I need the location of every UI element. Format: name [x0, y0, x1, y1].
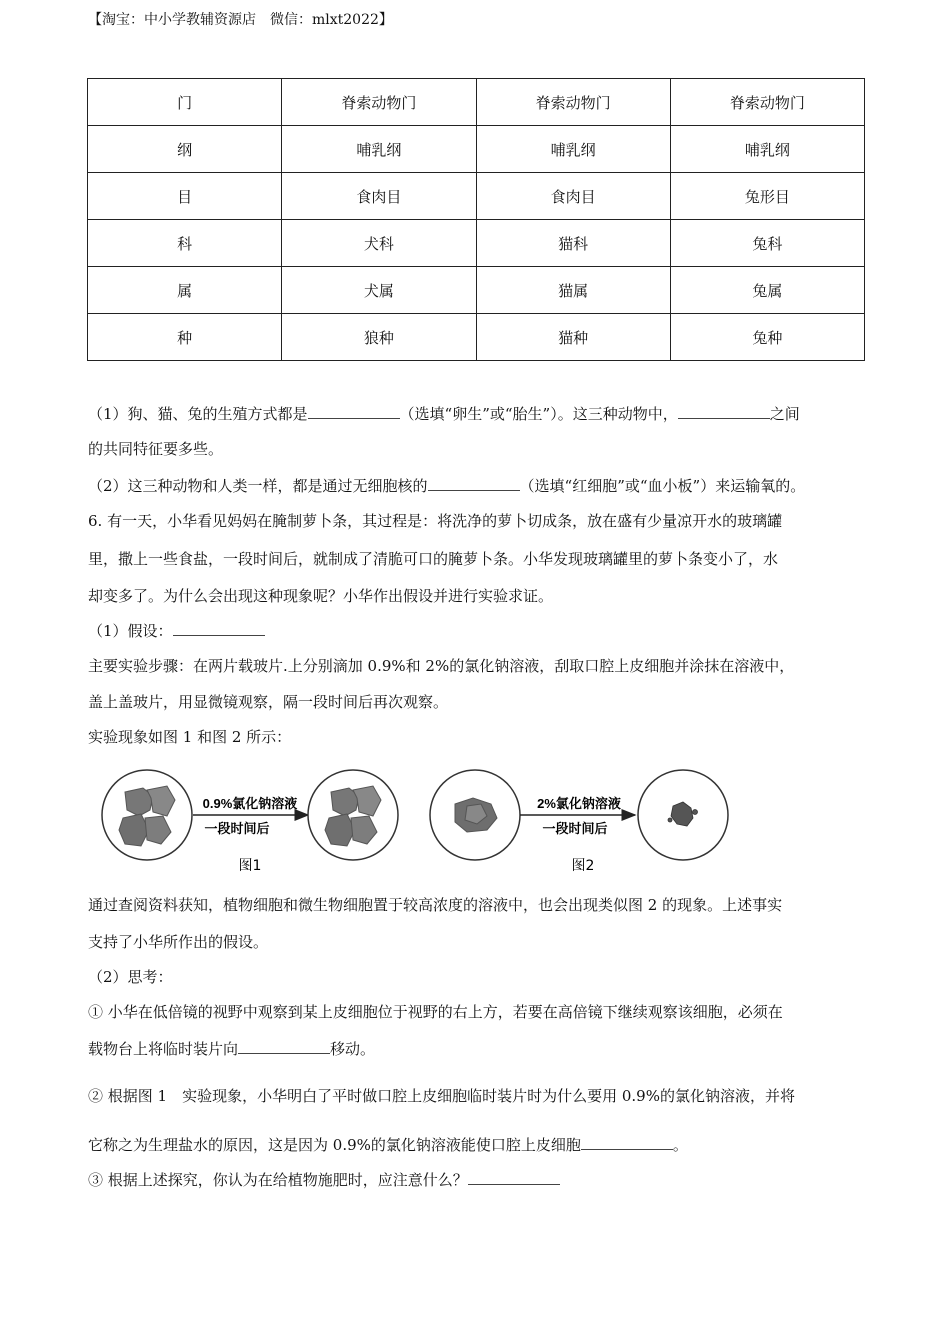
answer-blank[interactable] [428, 476, 520, 491]
fig2-time-label: 一段时间后 [542, 821, 608, 836]
answer-blank[interactable] [173, 621, 265, 636]
think3-text: ③ 根据上述探究，你认为在给植物施肥时，应注意什么？ [88, 1171, 468, 1189]
table-cell: 哺乳纲 [476, 126, 670, 173]
q6-think1-line2 [88, 1039, 866, 1059]
q5-part1-line2: 的共同特征要多些。 [88, 440, 224, 458]
fig1-caption: 图1 [238, 858, 262, 874]
table-cell: 脊索动物门 [476, 79, 670, 126]
q6-think3-line [88, 1170, 866, 1190]
table-cell: 兔种 [670, 314, 864, 361]
q5-p2-text-a: （2）这三种动物和人类一样，都是通过无细胞核的 [88, 477, 428, 495]
table-cell: 食肉目 [282, 173, 476, 220]
q5-p1-text-c: 之间 [769, 405, 800, 423]
rank-label-cell: 门 [88, 79, 282, 126]
microscope-field-after-normal [308, 770, 398, 860]
think2-text-a: 它称之为生理盐水的原因，这是因为 0.9%的氯化钠溶液能使口腔上皮细胞 [88, 1136, 581, 1154]
experiment-figure [95, 760, 745, 880]
header-note: 【淘宝：中小学教辅资源店 微信：mlxt2022】 [88, 12, 393, 28]
fig2-solution-label: 2%氯化钠溶液 [537, 796, 621, 811]
table-row [88, 220, 865, 267]
q6-conclusion-line1: 通过查阅资料获知，植物细胞和微生物细胞置于较高浓度的溶液中，也会出现类似图 2 的现象。上述事实 [88, 896, 783, 914]
table-cell: 犬科 [282, 220, 476, 267]
table-cell: 哺乳纲 [282, 126, 476, 173]
q6-phenomenon-line: 实验现象如图 1 和图 2 所示： [88, 728, 292, 746]
q6-steps-line2: 盖上盖玻片，用显微镜观察，隔一段时间后再次观察。 [88, 693, 449, 711]
q6-think2-line1: ② 根据图 1 实验现象，小华明白了平时做口腔上皮细胞临时装片时为什么要用 0.9%的氯化钠溶液，并将 [88, 1087, 795, 1105]
fig1-time-label: 一段时间后 [204, 821, 270, 836]
answer-blank[interactable] [238, 1039, 330, 1054]
q6-hypothesis-line [88, 621, 866, 641]
microscope-field-before [102, 770, 192, 860]
answer-blank[interactable] [308, 404, 400, 419]
fig1-solution-label: 0.9%氯化钠溶液 [202, 796, 298, 811]
classification-table [87, 78, 865, 361]
q5-part2-line [88, 476, 866, 496]
q6-conclusion-line2: 支持了小华所作出的假设。 [88, 933, 269, 951]
q5-p1-text-a: （1）狗、猫、兔的生殖方式都是 [88, 405, 308, 423]
rank-label-cell: 目 [88, 173, 282, 220]
table-row [88, 173, 865, 220]
table-cell: 猫科 [476, 220, 670, 267]
table-row [88, 79, 865, 126]
table-cell: 脊索动物门 [282, 79, 476, 126]
table-cell: 猫属 [476, 267, 670, 314]
think2-text-b: 。 [672, 1136, 688, 1154]
table-row [88, 126, 865, 173]
rank-label-cell: 种 [88, 314, 282, 361]
table-cell: 兔属 [670, 267, 864, 314]
answer-blank[interactable] [581, 1135, 673, 1150]
table-cell: 脊索动物门 [670, 79, 864, 126]
q5-part1-line1 [88, 404, 866, 424]
q5-p2-text-b: （选填“红细胞”或“血小板”）来运输氧的。 [519, 477, 806, 495]
q5-p1-text-b: （选填“卵生”或“胎生”）。这三种动物中， [399, 405, 678, 423]
table-cell: 狼种 [282, 314, 476, 361]
answer-blank[interactable] [468, 1170, 560, 1185]
table-cell: 兔科 [670, 220, 864, 267]
q6-intro-line3: 却变多了。为什么会出现这种现象呢？小华作出假设并进行实验求证。 [88, 587, 554, 605]
think1-text-b: 移动。 [330, 1040, 376, 1058]
q6-think1-line1: ① 小华在低倍镜的视野中观察到某上皮细胞位于视野的右上方，若要在高倍镜下继续观察该细胞，必须在 [88, 1003, 783, 1021]
q6-steps-line1: 主要实验步骤：在两片载玻片.上分别滴加 0.9%和 2%的氯化钠溶液，刮取口腔上皮细胞并涂抹在溶液中， [88, 657, 795, 675]
think1-text-a: 载物台上将临时装片向 [88, 1040, 239, 1058]
table-row [88, 314, 865, 361]
table-cell: 哺乳纲 [670, 126, 864, 173]
table-cell: 猫种 [476, 314, 670, 361]
answer-blank[interactable] [678, 404, 770, 419]
q6-intro-line2: 里，撒上一些食盐，一段时间后，就制成了清脆可口的腌萝卜条。小华发现玻璃罐里的萝卜条变小了，水 [88, 550, 779, 568]
table-cell: 犬属 [282, 267, 476, 314]
table-cell: 食肉目 [476, 173, 670, 220]
table-row [88, 267, 865, 314]
rank-label-cell: 纲 [88, 126, 282, 173]
q6-think-label: （2）思考： [88, 968, 173, 986]
q6-think2-line2 [88, 1135, 866, 1155]
hypothesis-label: （1）假设： [88, 622, 173, 640]
rank-label-cell: 科 [88, 220, 282, 267]
fig2-caption: 图2 [571, 858, 595, 874]
rank-label-cell: 属 [88, 267, 282, 314]
q6-intro-line1: 6. 有一天，小华看见妈妈在腌制萝卜条，其过程是：将洗净的萝卜切成条，放在盛有少量凉开水的玻璃罐 [88, 512, 783, 530]
table-cell: 兔形目 [670, 173, 864, 220]
